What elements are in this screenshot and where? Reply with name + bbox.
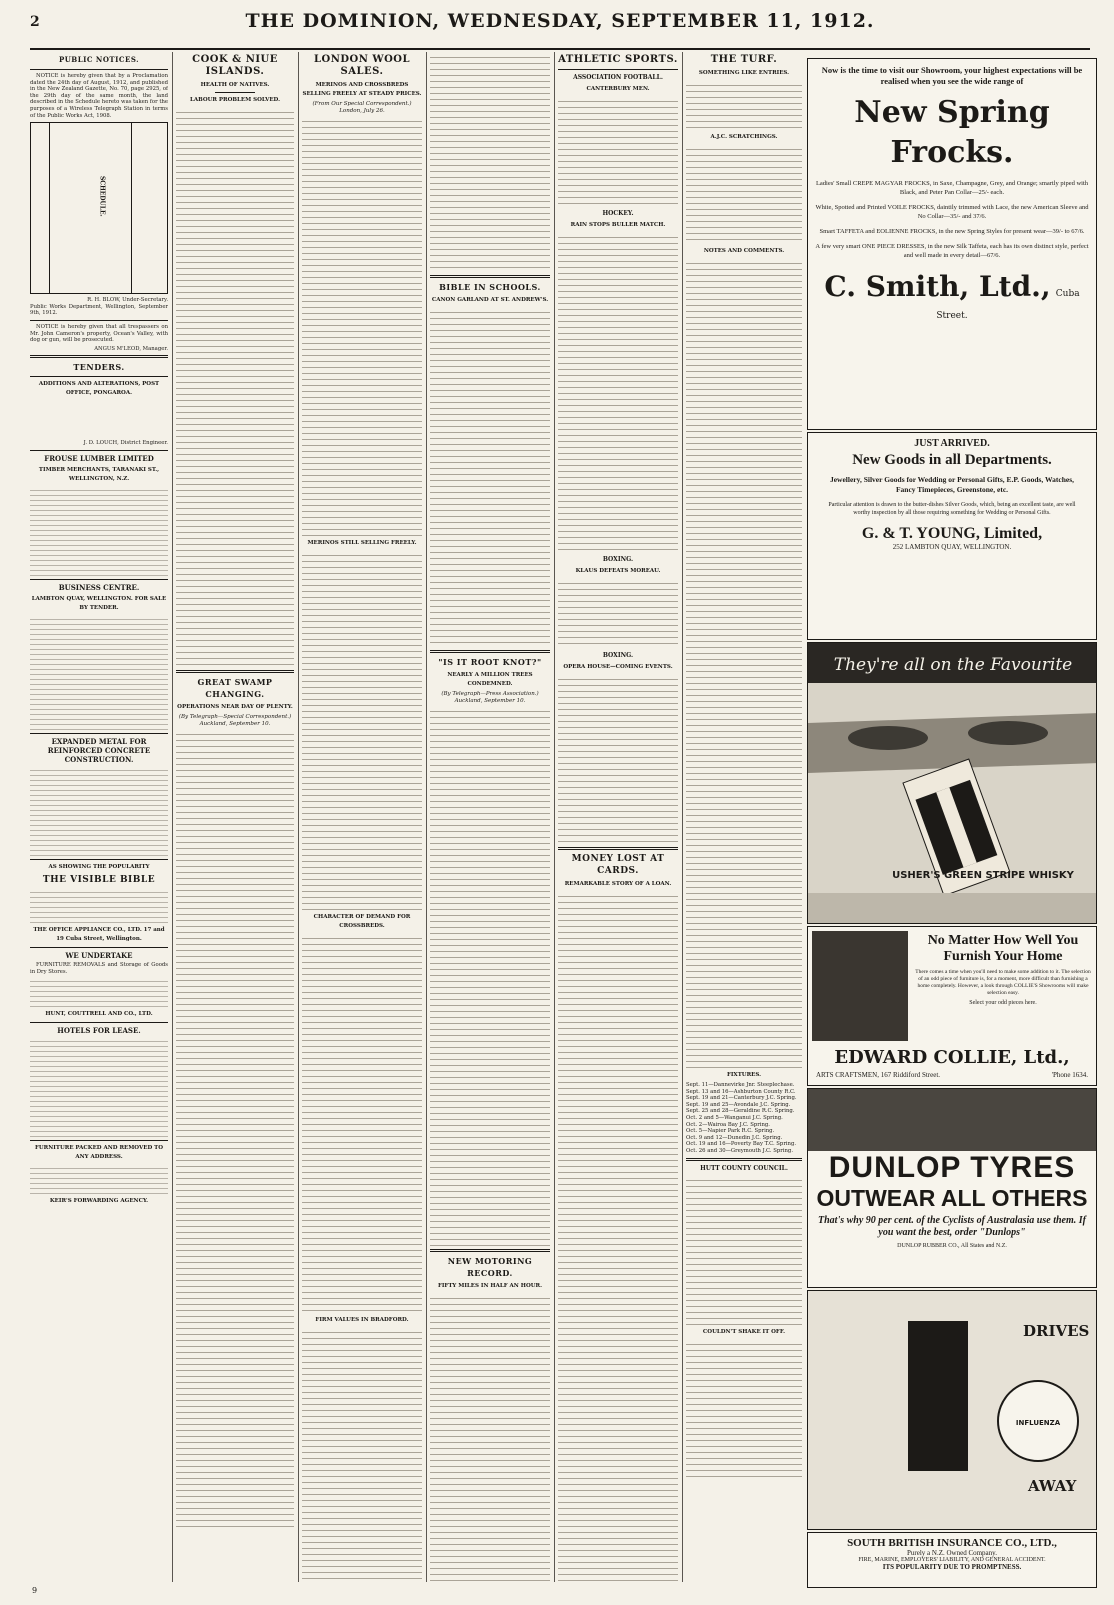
article-subhead: OPERATIONS NEAR DAY OF PLENTY.: [177, 704, 293, 710]
body-text-block: [30, 977, 168, 1007]
tender-heading: ADDITIONS AND ALTERATIONS, POST OFFICE, PONGAROA.: [38, 381, 160, 397]
ad-dunlop: DUNLOP TYRES OUTWEAR ALL OTHERS That's why 90 per cent. of the Cyclists of Australasia use them. If you want the best, order "Dunlops" DUNLOP RUBBER CO., All States and N.Z.: [807, 1088, 1097, 1288]
ad-subheading: TIMBER MERCHANTS, TARANAKI ST., WELLINGTON, N.Z.: [38, 466, 160, 482]
ad-subtitle: OUTWEAR ALL OTHERS: [816, 1185, 1088, 1211]
byline: (By Telegraph—Press Association.) Auckland, September 10.: [441, 691, 539, 704]
ad-heading: WE UNDERTAKE: [65, 950, 133, 960]
article-subhead: CANON GARLAND AT ST. ANDREW'S.: [431, 297, 549, 303]
ad-subheading: FURNITURE PACKED AND REMOVED TO ANY ADDRESS.: [34, 1145, 164, 1161]
section-heading: TENDERS.: [73, 362, 125, 373]
column-public-notices: [30, 52, 168, 1582]
ad-subheading: AS SHOWING THE POPULARITY: [48, 863, 150, 870]
article-headline: COOK & NIUE ISLANDS.: [192, 54, 278, 77]
article-subhead: FIRM VALUES IN BRADFORD.: [315, 1317, 409, 1324]
ad-heading: BUSINESS CENTRE.: [58, 582, 140, 592]
ad-address: 252 LAMBTON QUAY, WELLINGTON.: [892, 543, 1012, 551]
article-subhead: LABOUR PROBLEM SOLVED.: [189, 97, 281, 103]
article-subhead: MERINOS AND CROSSBREDS SELLING FREELY AT STEADY PRICES.: [302, 82, 422, 97]
fixture-item: Oct. 5—Napier Park R.C. Spring.: [686, 1128, 775, 1135]
ad-heading: HOTELS FOR LEASE.: [57, 1026, 141, 1036]
article-subhead: FIFTY MILES IN HALF AN HOUR.: [437, 1283, 543, 1290]
drives-label: DRIVES: [1023, 1322, 1090, 1340]
article-body: [558, 578, 678, 648]
fixture-item: Sept. 25 and 28—Geraldine R.C. Spring.: [686, 1108, 795, 1115]
notice-text: NOTICE is hereby given that all trespassers on Mr. John Cameron's property, Ocean's Valley, with dog or gun, will be prosecuted.: [30, 323, 168, 344]
article-headline: ATHLETIC SPORTS.: [558, 54, 678, 65]
column-turf: [686, 52, 802, 1582]
cyclists-illustration: [808, 1089, 1096, 1151]
article-subhead: MERINOS STILL SELLING FREELY.: [307, 540, 417, 547]
article-headline: GREAT SWAMP CHANGING.: [197, 677, 273, 699]
article-headline: BIBLE IN SCHOOLS.: [439, 282, 541, 292]
article-body: [558, 232, 678, 552]
horse-race-illustration: [808, 643, 1097, 924]
article-body: [430, 1293, 550, 1582]
notice-text: FURNITURE REMOVALS and Storage of Goods in Dry Stores.: [30, 961, 168, 975]
article-subhead: NOTES AND COMMENTS.: [703, 248, 785, 254]
article-body: [302, 550, 422, 910]
ad-brand: EDWARD COLLIE, Ltd.,: [834, 1047, 1070, 1068]
ad-brand: C. Smith, Ltd.,: [824, 270, 1051, 303]
masthead: [30, 6, 1090, 50]
body-text-block: [30, 766, 168, 856]
fixture-item: Oct. 19 and 16—Poverty Bay T.C. Spring.: [686, 1141, 797, 1148]
article-headline: THE TURF.: [710, 54, 778, 65]
article-body: [558, 96, 678, 206]
fixture-item: Oct. 2 and 5—Wanganui J.C. Spring.: [686, 1114, 783, 1121]
article-subhead: COULDN'T SHAKE IT OFF.: [702, 1328, 786, 1335]
ad-south-british: SOUTH BRITISH INSURANCE CO., LTD., Purely a N.Z. Owned Company. FIRE, MARINE, EMPLOYERS' LIABILITY, AND GENERAL ACCIDENT. ITS POPULARITY DUE TO PROMPTNESS.: [807, 1532, 1097, 1588]
schedule-label: SCHEDULE.: [98, 176, 106, 217]
away-label: AWAY: [1028, 1477, 1077, 1495]
article-subhead: RAIN STOPS BULLER MATCH.: [570, 222, 666, 228]
byline: (By Telegraph—Special Correspondent.) Auckland, September 10.: [178, 714, 292, 727]
column-bible-schools: [430, 52, 550, 1582]
page-number: 2: [30, 14, 40, 30]
article-subhead: KLAUS DEFEATS MOREAU.: [575, 568, 661, 574]
article-subhead: CANTERBURY MEN.: [586, 86, 650, 92]
ad-subheading: LAMBTON QUAY, WELLINGTON. FOR SALE BY TENDER.: [31, 595, 167, 611]
byline: (From Our Special Correspondent.) London, July 26.: [312, 101, 412, 114]
article-body: [176, 107, 294, 667]
body-text-block: [30, 888, 168, 923]
column-athletic-sports: [558, 52, 678, 1582]
furniture-illustration: [812, 931, 908, 1041]
fixture-item: Oct. 9 and 12—Dunedin J.C. Spring.: [686, 1134, 783, 1141]
newspaper-title: THE DOMINION, WEDNESDAY, SEPTEMBER 11, 1912.: [245, 10, 875, 32]
article-subhead: FIXTURES.: [726, 1072, 762, 1078]
article-body: [176, 729, 294, 1529]
remedy-illustration: [808, 1291, 1097, 1530]
article-body: [686, 258, 802, 1068]
article-body: [558, 674, 678, 844]
fixtures-list: [686, 1082, 802, 1155]
section-heading: PUBLIC NOTICES.: [58, 55, 140, 64]
article-headline: LONDON WOOL SALES.: [313, 54, 411, 77]
ad-influenza-remedy: [807, 1290, 1097, 1530]
ad-title: SOUTH BRITISH INSURANCE CO., LTD.,: [847, 1537, 1057, 1549]
ad-title: They're all on the Favourite: [833, 655, 1073, 675]
column-wool-sales: [302, 52, 422, 1582]
ad-brand: G. & T. YOUNG, Limited,: [861, 525, 1043, 542]
ad-subheading: HUNT, COUTTRELL AND CO., LTD.: [45, 1011, 153, 1018]
article-body: [430, 307, 550, 647]
ad-collie: No Matter How Well You Furnish Your Home There comes a time when you'll need to make some addition to it. The selection of an odd piece of furniture is, for a moment, more difficult than furnishing a home completely. However, a look through COLLIE'S Showrooms will make selection easy. Select your odd pieces here. EDWARD COLLIE, Ltd., ARTS CRAFTSMEN, 167 Riddiford Street. 'Phone 1634.: [807, 926, 1097, 1086]
article-subhead: BOXING.: [602, 652, 634, 659]
article-body: [302, 933, 422, 1313]
ad-young: JUST ARRIVED. New Goods in all Departments. Jewellery, Silver Goods for Wedding or Personal Gifts, E.P. Goods, Watches, Fancy Timepieces, Greenstone, etc. Particular attention is drawn to the butter-dishes Silver Goods, which, being an excellent taste, are well worthy inspection by all those requiring something for Wedding or Personal Gifts. G. & T. YOUNG, Limited, 252 LAMBTON QUAY, WELLINGTON.: [807, 432, 1097, 640]
schedule-table: [30, 122, 168, 294]
article-headline: "IS IT ROOT KNOT?": [438, 657, 542, 667]
article-headline: MONEY LOST AT CARDS.: [571, 854, 665, 876]
fixture-item: Oct. 2—Wairoa Bay J.C. Spring.: [686, 1121, 770, 1128]
body-text-block: [30, 615, 168, 730]
article-body: [686, 1339, 802, 1479]
fixture-item: Sept. 19 and 21—Canterbury J.C. Spring.: [686, 1095, 797, 1102]
fixture-item: Sept. 13 and 16—Ashburton County R.C.: [686, 1088, 796, 1095]
notice-text: NOTICE is hereby given that by a Proclamation dated the 24th day of August, 1912, and published in the New Zealand Gazette, No. 70, page 2925, of the 29th day of the same month, the land described in the Schedule hereto was taken for the purposes of a Wireless Telegraph Station in terms of the Public Works Act, 1908.: [30, 73, 168, 119]
article-subhead: A.J.C. SCRATCHINGS.: [710, 134, 778, 140]
article-subhead: BOXING.: [602, 556, 634, 563]
body-text-block: [30, 1037, 168, 1137]
ad-c-smith: Now is the time to visit our Showroom, your highest expectations will be realised when you see the wide range of New Spring Frocks. Ladies' Small CREPE MAGYAR FROCKS, in Saxe, Champagne, Grey, and Orange; smartly piped with Black, and Peter Pan Collar—25/- each. White, Spotted and Printed VOILE FROCKS, daintily trimmed with Lace, the new American Sleeve and No Collar—35/- and 37/6. Smart TAFFETA and EOLIENNE FROCKS, in the new Spring Styles for present wear—39/- to 67/6. A few very smart ONE PIECE DRESSES, in the new Silk Taffeta, each has its own distinct style, perfect and well made in every detail—67/6. C. Smith, Ltd., Cuba Street.: [807, 58, 1097, 430]
column-cook-niue: [176, 52, 294, 1582]
article-body: [302, 1327, 422, 1582]
ad-heading: EXPANDED METAL FOR REINFORCED CONCRETE CONSTRUCTION.: [47, 736, 151, 764]
ad-subheading: THE OFFICE APPLIANCE CO., LTD. 17 and 19 Cuba Street, Wellington.: [33, 926, 165, 942]
ad-heading: FROUSE LUMBER LIMITED: [44, 453, 154, 463]
body-text-block: [30, 486, 168, 576]
article-subhead: NEARLY A MILLION TREES CONDEMNED.: [447, 672, 533, 687]
footer-page-number: 9: [32, 1586, 38, 1595]
ad-address: ARTS CRAFTSMEN, 167 Riddiford Street.: [816, 1071, 941, 1079]
article-headline: NEW MOTORING RECORD.: [447, 1256, 533, 1279]
article-subhead: HEALTH OF NATIVES.: [200, 82, 270, 88]
body-text-block: [30, 1164, 168, 1194]
ad-title: New Goods in all Departments.: [852, 452, 1052, 468]
article-subhead: OPERA HOUSE—COMING EVENTS.: [563, 664, 673, 670]
signature: J. D. LOUCH, District Engineer.: [83, 440, 168, 447]
signature: R. H. BLOW, Under-Secretary.: [87, 297, 168, 304]
body-text-block: [30, 400, 168, 440]
article-body: [302, 116, 422, 536]
ad-title: No Matter How Well You Furnish Your Home: [927, 933, 1079, 964]
article-subhead: HOCKEY.: [602, 210, 634, 217]
fixture-item: Oct. 26 and 30—Greymouth J.C. Spring.: [686, 1147, 794, 1154]
ad-usher-whisky: [807, 642, 1097, 924]
influenza-label: INFLUENZA: [1015, 1419, 1061, 1427]
article-body: [558, 891, 678, 1582]
whisky-label: USHER'S GREEN STRIPE WHISKY: [892, 870, 1074, 881]
article-subhead: HUTT COUNTY COUNCIL.: [700, 1164, 788, 1172]
dateline: Public Works Department, Wellington, September 9th, 1912.: [30, 303, 168, 317]
ad-heading: THE VISIBLE BIBLE: [42, 874, 156, 885]
fixture-item: Sept. 19 and 25—Avondale J.C. Spring.: [686, 1101, 791, 1108]
ad-phone: 'Phone 1634.: [1051, 1071, 1088, 1079]
ad-subheading: KEIR'S FORWARDING AGENCY.: [49, 1198, 149, 1205]
ad-title: New Spring Frocks.: [854, 95, 1050, 170]
article-subhead: SOMETHING LIKE ENTRIES.: [698, 70, 790, 76]
article-body: [686, 1175, 802, 1325]
ad-address: Cuba Street.: [936, 289, 1080, 321]
signature: ANGUS M'LEOD, Manager.: [94, 345, 168, 352]
article-subhead: CHARACTER OF DEMAND FOR CROSSBREDS.: [313, 914, 411, 930]
article-body: [430, 52, 550, 272]
fixture-item: Sept. 11—Dannevirke Jnr. Steeplechase.: [686, 1082, 795, 1088]
article-subhead: ASSOCIATION FOOTBALL.: [573, 74, 663, 81]
ad-title: DUNLOP TYRES: [828, 1151, 1076, 1184]
article-subhead: REMARKABLE STORY OF A LOAN.: [564, 881, 672, 887]
article-body: [430, 706, 550, 1246]
article-body: [686, 144, 802, 244]
article-body: [686, 80, 802, 130]
